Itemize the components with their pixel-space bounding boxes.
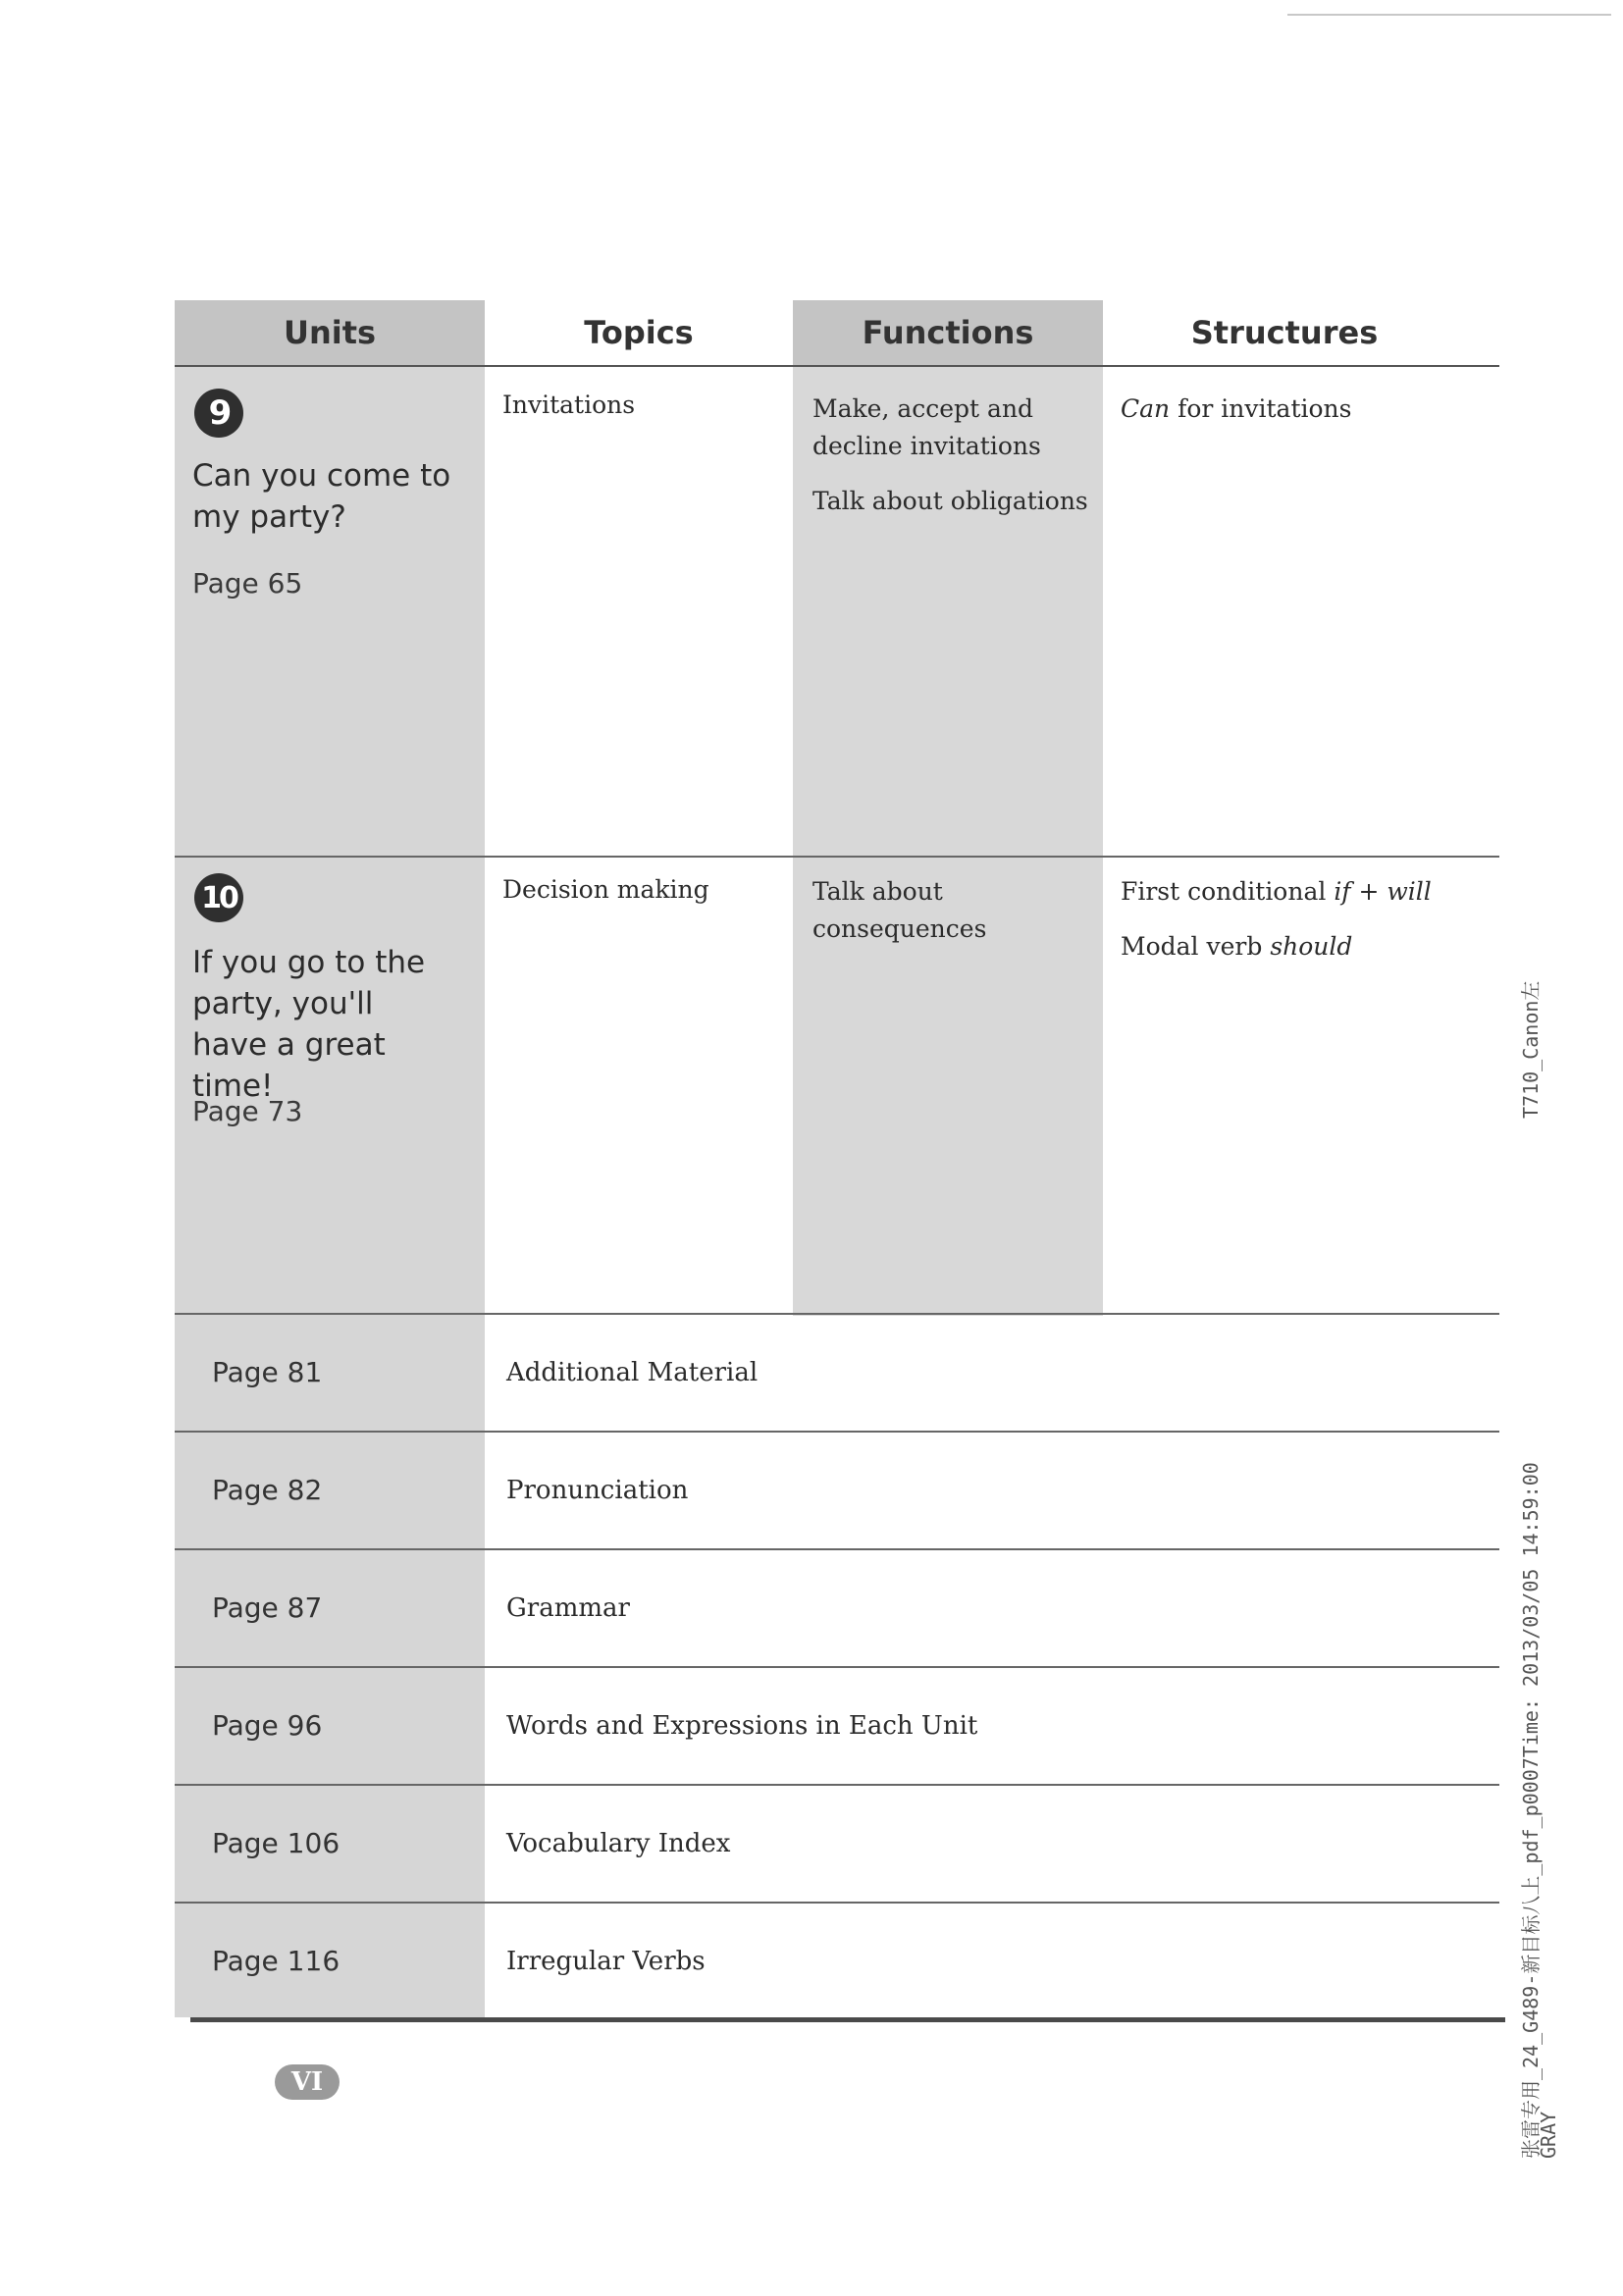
units-column-bg <box>175 300 485 2017</box>
structure-italic: Can <box>1121 394 1171 423</box>
timestamp-note: 张雷专用_24_G489-新目标八上_pdf_p0007Time: 2013/03/05 14:59:00 <box>1519 1462 1543 2159</box>
structure-text: First conditional <box>1121 877 1335 906</box>
row-rule <box>175 1902 1499 1904</box>
unit-number-badge: 9 <box>194 389 243 438</box>
unit-page: Page 73 <box>192 1095 303 1127</box>
reference-label: Irregular Verbs <box>506 1947 706 1976</box>
reference-page: Page 96 <box>212 1709 323 1742</box>
row-rule <box>175 1784 1499 1786</box>
row-rule <box>175 1313 1499 1315</box>
reference-label: Words and Expressions in Each Unit <box>506 1711 978 1741</box>
row-rule <box>175 1666 1499 1668</box>
structure-italic: if <box>1334 877 1351 906</box>
function-item: Make, accept and decline invitations <box>812 394 1041 460</box>
structure-text: Modal verb <box>1121 932 1271 961</box>
function-item: Talk about consequences <box>812 877 987 943</box>
reference-page: Page 82 <box>212 1474 323 1506</box>
unit-page: Page 65 <box>192 567 303 600</box>
row-rule <box>175 1431 1499 1433</box>
structure-text: for invitations <box>1170 394 1352 423</box>
unit-functions <box>812 873 1097 965</box>
header-rule <box>175 365 1499 367</box>
structure-italic: should <box>1270 932 1353 961</box>
structure-item <box>1121 928 1454 965</box>
table-bottom-rule <box>190 2017 1505 2022</box>
unit-functions <box>812 391 1097 538</box>
reference-label: Vocabulary Index <box>506 1829 731 1858</box>
scanner-note: T710_Canon左 <box>1519 980 1543 1119</box>
color-note: GRAY <box>1537 2111 1560 2159</box>
unit-number-badge: 10 <box>194 873 243 922</box>
unit-structures <box>1121 873 1454 983</box>
reference-page: Page 116 <box>212 1945 340 1977</box>
header-topics: Topics <box>584 314 694 351</box>
page-number-badge: VI <box>275 2064 340 2100</box>
unit-title: If you go to the party, you'll have a great time! <box>192 945 426 1104</box>
unit-structures <box>1121 391 1454 445</box>
header-structures: Structures <box>1190 314 1379 351</box>
structure-item <box>1121 391 1454 428</box>
reference-page: Page 87 <box>212 1592 323 1624</box>
function-item: Talk about obligations <box>812 487 1088 515</box>
unit-topics: Invitations <box>502 391 636 419</box>
unit-title: Can you come to my party? <box>192 458 451 535</box>
top-scan-line <box>1287 14 1611 16</box>
reference-label: Additional Material <box>506 1358 759 1387</box>
structure-item <box>1121 873 1454 911</box>
structure-text: + <box>1350 877 1387 906</box>
reference-label: Pronunciation <box>506 1476 689 1505</box>
reference-label: Grammar <box>506 1593 630 1623</box>
unit-topics: Decision making <box>502 875 709 904</box>
header-units: Units <box>175 300 485 365</box>
row-rule <box>175 856 1499 858</box>
reference-page: Page 81 <box>212 1356 323 1388</box>
header-functions: Functions <box>793 300 1103 365</box>
row-rule <box>175 1548 1499 1550</box>
reference-page: Page 106 <box>212 1827 340 1859</box>
structure-italic: will <box>1387 877 1432 906</box>
